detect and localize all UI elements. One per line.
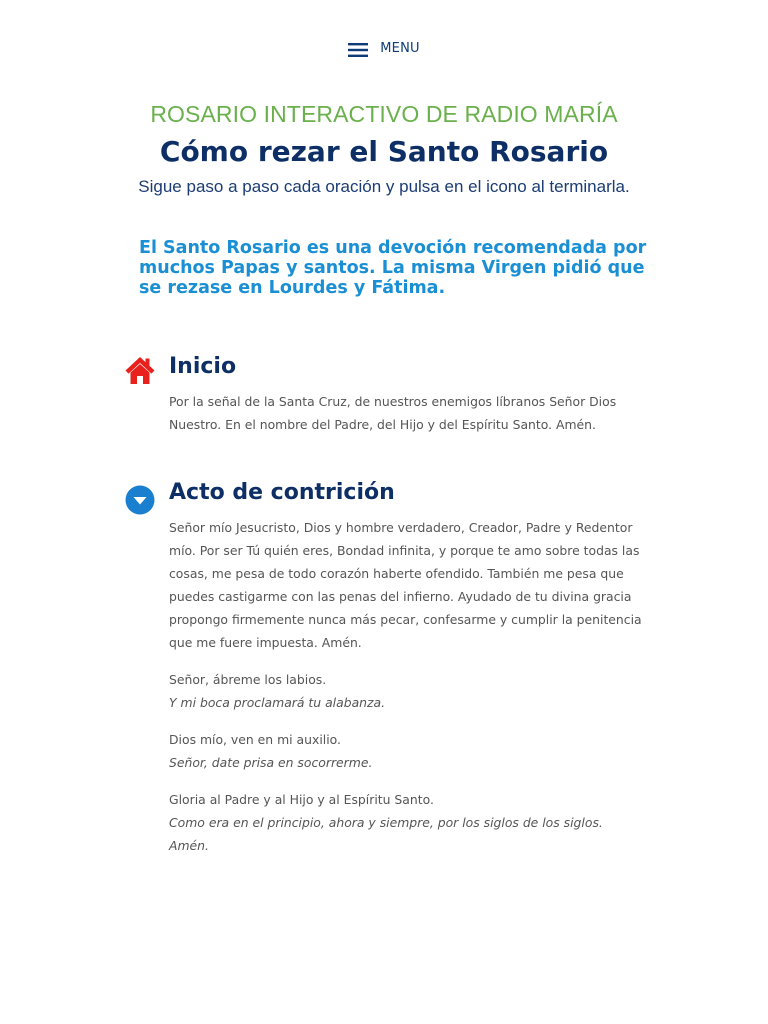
verse-response: Como era en el principio, ahora y siempre, por los siglos de los siglos. Amén.: [169, 815, 603, 853]
verse-call: Dios mío, ven en mi auxilio.: [169, 732, 341, 747]
hamburger-icon: [348, 42, 368, 58]
menu-label: MENU: [380, 40, 420, 56]
section-title: Inicio: [169, 354, 237, 379]
page-subtitle: Sigue paso a paso cada oración y pulsa en el icono al terminarla.: [138, 177, 630, 196]
home-icon[interactable]: [124, 354, 156, 386]
section-inicio: [124, 352, 644, 436]
page-header: [0, 100, 768, 198]
prayer-text: Por la señal de la Santa Cruz, de nuestros enemigos líbranos Señor Dios Nuestro. En el nombre del Padre, del Hijo y del Espíritu Santo. Amén.: [169, 394, 617, 432]
intro-text: El Santo Rosario es una devoción recomendada por muchos Papas y santos. La misma Virgen pidió que se rezase en Lourdes y Fátima.: [139, 238, 647, 298]
prayer-text: Señor mío Jesucristo, Dios y hombre verdadero, Creador, Padre y Redentor mío. Por ser Tú quién eres, Bondad infinita, y porque te amo sobre todas las cosas, me pesa de todo corazón haberte ofendido. También me pesa que puedes castigarme con las penas del infierno. Ayudado de tu divina gracia propongo firmemente nunca más pecar, confesarme y cumplir la penitencia que me fuere impuesta. Amén.: [169, 520, 642, 650]
verse-call: Gloria al Padre y al Hijo y al Espíritu Santo.: [169, 792, 434, 807]
chevron-down-circle-icon[interactable]: [124, 484, 156, 516]
section-title: Acto de contrición: [169, 480, 395, 505]
page-title: Cómo rezar el Santo Rosario: [159, 135, 609, 168]
verse-call: Señor, ábreme los labios.: [169, 672, 327, 687]
top-nav: [0, 40, 768, 56]
page-kicker: ROSARIO INTERACTIVO DE RADIO MARÍA: [150, 101, 618, 127]
verse-response: Y mi boca proclamará tu alabanza.: [169, 695, 386, 710]
section-body: [169, 478, 644, 857]
section-body: [169, 352, 644, 436]
verse-response: Señor, date prisa en socorrerme.: [169, 755, 373, 770]
prayer-verse: [169, 668, 644, 714]
prayer-verse: [169, 788, 644, 857]
section-acto-de-contricion: [124, 478, 644, 857]
prayer-verse: [169, 728, 644, 774]
menu-button[interactable]: [348, 40, 419, 56]
